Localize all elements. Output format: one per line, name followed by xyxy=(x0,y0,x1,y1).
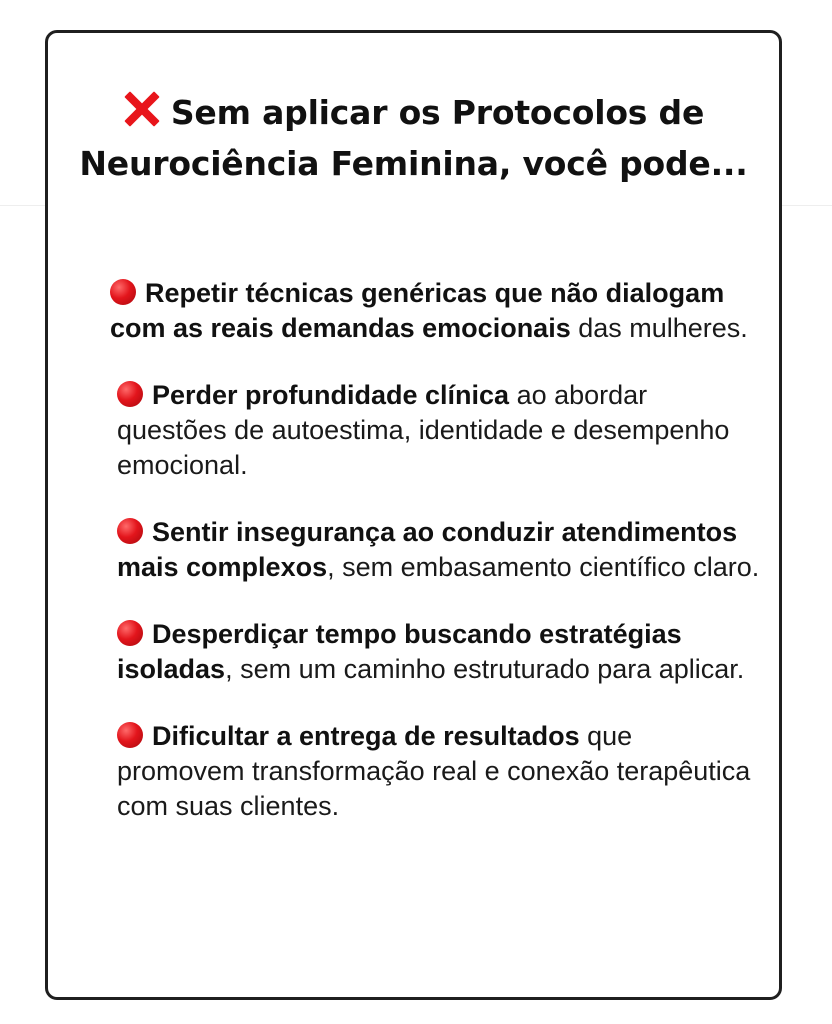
list-item-text: das mulheres. xyxy=(570,313,748,343)
list-item xyxy=(110,276,760,346)
list-item-bold: Sentir insegurança ao conduzir atendimentos mais complexos xyxy=(117,517,738,582)
red-circle-icon xyxy=(117,620,143,646)
red-circle-icon xyxy=(117,381,143,407)
page-title-text: Sem aplicar os Protocolos de Neurociência Feminina, você pode... xyxy=(79,93,748,183)
cross-mark-icon xyxy=(123,90,161,128)
red-circle-icon xyxy=(110,279,136,305)
consequence-list xyxy=(110,276,760,856)
content-card xyxy=(45,30,782,1000)
page-title xyxy=(68,87,759,189)
list-item-text: que promovem transformação real e conexão terapêutica com suas clientes. xyxy=(117,721,751,821)
list-item xyxy=(110,719,760,824)
list-item-text: , sem um caminho estruturado para aplicar. xyxy=(225,654,745,684)
red-circle-icon xyxy=(117,518,143,544)
list-item-bold: Dificultar a entrega de resultados xyxy=(152,721,580,751)
list-item-text: , sem embasamento científico claro. xyxy=(327,552,760,582)
list-item xyxy=(110,378,760,483)
list-item xyxy=(110,515,760,585)
list-item xyxy=(110,617,760,687)
list-item-bold: Perder profundidade clínica xyxy=(152,380,510,410)
red-circle-icon xyxy=(117,722,143,748)
list-item-bold: Repetir técnicas genéricas que não dialogam com as reais demandas emocionais xyxy=(110,278,725,343)
list-item-text: ao abordar questões de autoestima, identidade e desempenho emocional. xyxy=(117,380,730,480)
list-item-bold: Desperdiçar tempo buscando estratégias isoladas xyxy=(117,619,682,684)
